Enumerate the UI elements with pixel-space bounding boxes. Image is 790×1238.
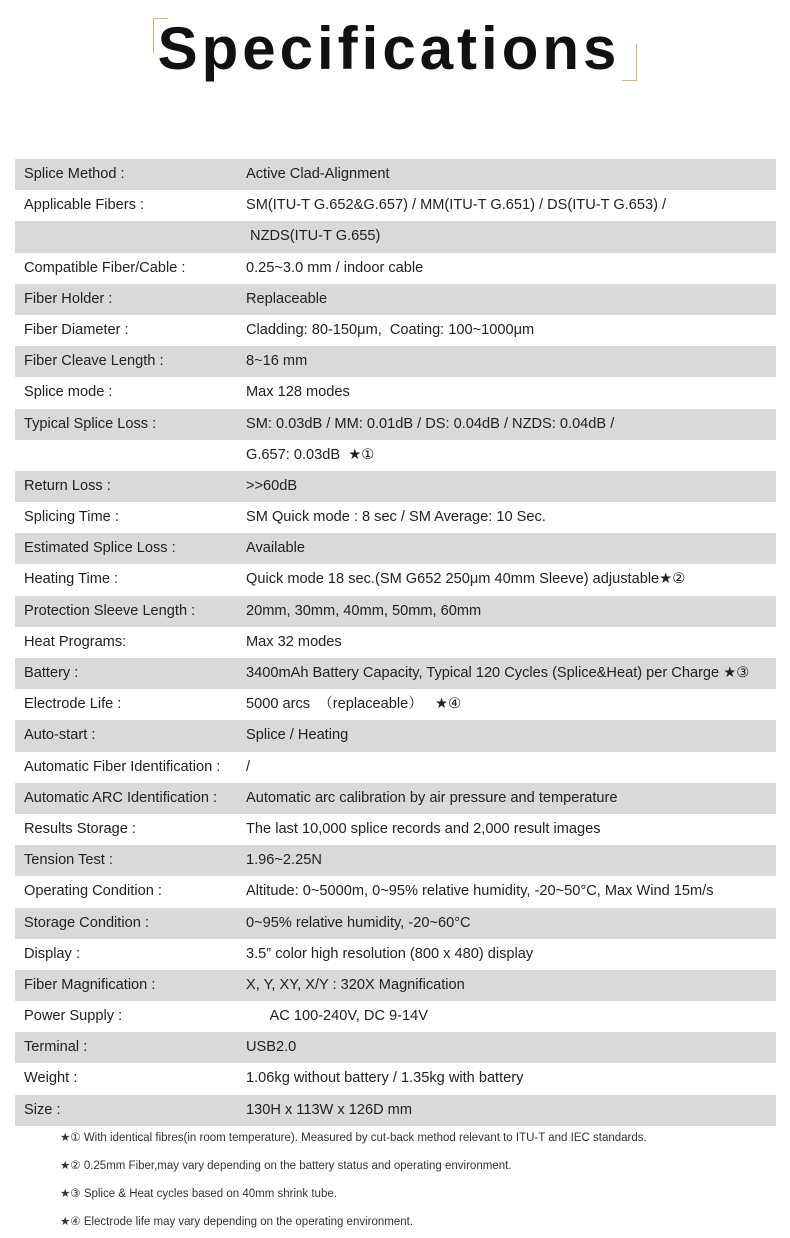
spec-row: [15, 564, 776, 595]
spec-label: Results Storage :: [24, 820, 136, 837]
spec-label: Fiber Cleave Length :: [24, 353, 164, 370]
spec-row: [15, 845, 776, 876]
spec-row: [15, 315, 776, 346]
spec-label: Applicable Fibers :: [24, 197, 145, 214]
spec-row: [15, 814, 776, 845]
spec-value: 20mm, 30mm, 40mm, 50mm, 60mm: [246, 602, 482, 619]
spec-label: Splice Method :: [24, 166, 125, 182]
spec-value: Altitude: 0~5000m, 0~95% relative humidity, -20~50°C, Max Wind 15m/s: [246, 883, 714, 900]
spec-row: [15, 190, 776, 221]
spec-value: SM Quick mode : 8 sec / SM Average: 10 Sec.: [246, 509, 546, 526]
spec-row: [15, 1032, 776, 1063]
spec-value: Available: [246, 540, 305, 557]
spec-value: X, Y, XY, X/Y : 320X Magnification: [246, 976, 465, 993]
spec-row: [15, 908, 776, 939]
spec-label: Terminal :: [24, 1039, 88, 1056]
spec-label: Power Supply :: [24, 1008, 123, 1025]
spec-label: Estimated Splice Loss :: [24, 540, 176, 557]
spec-value: SM: 0.03dB / MM: 0.01dB / DS: 0.04dB / NZDS: 0.04dB /: [246, 415, 615, 432]
spec-label: Compatible Fiber/Cable :: [24, 259, 186, 276]
spec-value: 5000 arcs （replaceable） ★④: [246, 696, 462, 713]
spec-row: [15, 970, 776, 1001]
spec-label: Protection Sleeve Length :: [24, 602, 196, 619]
spec-value: Max 32 modes: [246, 633, 342, 650]
specifications-table: [15, 159, 776, 1126]
spec-value: 1.96~2.25N: [246, 852, 322, 869]
spec-label: Fiber Magnification :: [24, 976, 156, 993]
spec-value: SM(ITU-T G.652&G.657) / MM(ITU-T G.651) / DS(ITU-T G.653) /: [246, 197, 667, 214]
spec-value: 3400mAh Battery Capacity, Typical 120 Cycles (Splice&Heat) per Charge ★③: [246, 665, 750, 681]
spec-label: Display :: [24, 945, 80, 962]
spec-label: Typical Splice Loss :: [24, 415, 157, 432]
spec-value: 130H x 113W x 126D mm: [246, 1101, 412, 1118]
spec-value: Max 128 modes: [246, 384, 350, 401]
spec-label: Storage Condition :: [24, 914, 149, 931]
page-title: Specifications: [157, 15, 621, 82]
spec-row: [15, 658, 776, 689]
spec-value: The last 10,000 splice records and 2,000 result images: [246, 820, 601, 837]
spec-value: >>60dB: [246, 477, 298, 494]
spec-label: Operating Condition :: [24, 883, 162, 900]
spec-value: Active Clad-Alignment: [246, 166, 390, 182]
spec-row: [15, 440, 776, 471]
title-header: [0, 0, 790, 110]
spec-label: Fiber Holder :: [24, 290, 113, 307]
spec-value: Cladding: 80-150μm, Coating: 100~1000μm: [246, 321, 535, 338]
spec-value: 0.25~3.0 mm / indoor cable: [246, 259, 424, 276]
spec-row: [15, 346, 776, 377]
spec-value: /: [246, 758, 251, 775]
spec-value: NZDS(ITU-T G.655): [246, 228, 381, 245]
spec-row: [15, 939, 776, 970]
spec-label: Heating Time :: [24, 571, 119, 588]
spec-row: [15, 377, 776, 408]
spec-label: Fiber Diameter :: [24, 321, 129, 338]
spec-value: G.657: 0.03dB ★①: [246, 446, 375, 463]
spec-label: Tension Test :: [24, 852, 113, 869]
spec-row: [15, 253, 776, 284]
spec-row: [15, 284, 776, 315]
spec-row: [15, 221, 776, 252]
spec-label: Size :: [24, 1101, 61, 1118]
spec-row: [15, 159, 776, 190]
spec-value: AC 100-240V, DC 9-14V: [246, 1008, 428, 1025]
spec-row: [15, 876, 776, 907]
spec-row: [15, 720, 776, 751]
spec-label: Battery :: [24, 665, 79, 681]
footnote: ★① With identical fibres(in room temperature). Measured by cut-back method relevant to ITU-T and IEC standards.: [60, 1132, 647, 1144]
spec-row: [15, 627, 776, 658]
spec-row: [15, 783, 776, 814]
spec-value: 3.5” color high resolution (800 x 480) display: [246, 945, 534, 962]
spec-row: [15, 1095, 776, 1126]
spec-value: 1.06kg without battery / 1.35kg with battery: [246, 1070, 524, 1087]
spec-label: Weight :: [24, 1070, 78, 1087]
spec-label: Auto-start :: [24, 727, 96, 744]
spec-value: 0~95% relative humidity, -20~60°C: [246, 914, 471, 931]
spec-value: Quick mode 18 sec.(SM G652 250μm 40mm Sleeve) adjustable★②: [246, 571, 686, 588]
spec-row: [15, 752, 776, 783]
spec-label: Splice mode :: [24, 384, 113, 401]
spec-label: Return Loss :: [24, 477, 111, 494]
spec-value: Automatic arc calibration by air pressure and temperature: [246, 789, 618, 806]
spec-value: Replaceable: [246, 290, 328, 307]
spec-label: Heat Programs:: [24, 633, 127, 650]
footnote: ★④ Electrode life may vary depending on the operating environment.: [60, 1216, 414, 1228]
spec-row: [15, 1001, 776, 1032]
footnote: ★③ Splice & Heat cycles based on 40mm shrink tube.: [60, 1188, 337, 1200]
spec-row: [15, 1063, 776, 1094]
footnote: ★② 0.25mm Fiber,may vary depending on the battery status and operating environment.: [60, 1160, 512, 1172]
spec-value: USB2.0: [246, 1039, 297, 1056]
spec-row: [15, 596, 776, 627]
spec-label: Automatic ARC Identification :: [24, 789, 218, 806]
spec-row: [15, 502, 776, 533]
spec-value: 8~16 mm: [246, 353, 308, 370]
spec-row: [15, 533, 776, 564]
spec-label: Electrode Life :: [24, 696, 122, 713]
spec-label: Splicing Time :: [24, 509, 119, 526]
spec-row: [15, 409, 776, 440]
spec-value: Splice / Heating: [246, 727, 349, 744]
footnotes: [60, 1126, 770, 1238]
spec-row: [15, 471, 776, 502]
spec-label: Automatic Fiber Identification :: [24, 758, 221, 775]
spec-row: [15, 689, 776, 720]
